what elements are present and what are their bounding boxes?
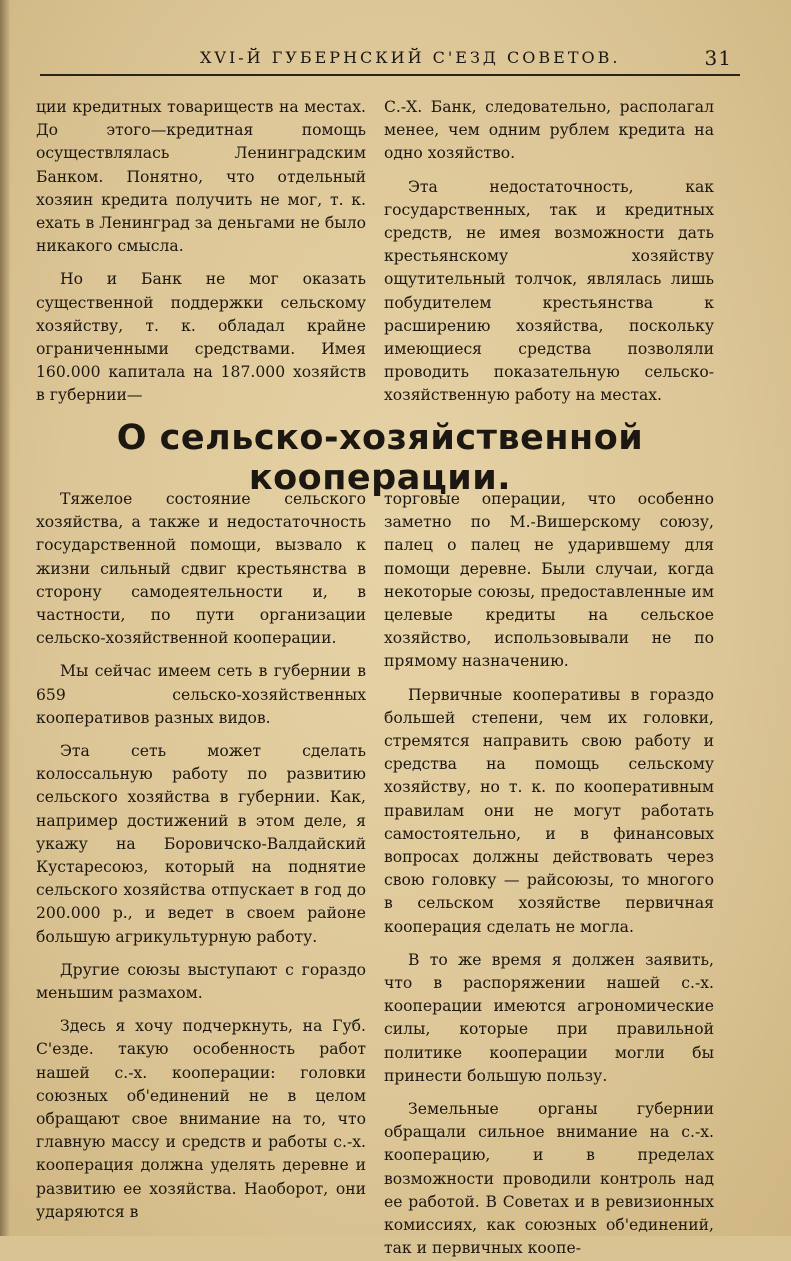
running-title: XVI-Й ГУБЕРНСКИЙ С'ЕЗД СОВЕТОВ.: [200, 48, 621, 67]
paragraph: С.-Х. Банк, следовательно, располагал менее, чем одним рублем кредита на одно хозяйство.: [384, 98, 714, 163]
paragraph: Но и Банк не мог оказать существенной поддержки сельскому хозяйству, т. к. обладал крайне ограниченными средствами. Имея 160.000 капитала на 187.000 хозяйств в губернии—: [36, 270, 366, 405]
section-left-column: [36, 488, 366, 1224]
top-right-column: [384, 96, 714, 408]
paragraph: Мы сейчас имеем сеть в губернии в 659 сельско-хозяйственных кооперативов разных видов.: [36, 662, 366, 727]
paragraph: Здесь я хочу подчеркнуть, на Губ. С'езде. такую особенность работ нашей с.-х. кооперации: головки союзных об'единений не в целом обращают свое внимание на то, что главную массу и средств и работы с.-х. кооперация должна уделять деревне и развитию ее хозяйства. Наоборот, они ударяются в: [36, 1017, 366, 1221]
section-heading: О сельско-хозяйственной кооперации.: [116, 418, 644, 498]
paragraph: Эта недостаточность, как государственных, так и кредитных средств, не имея возможности дать крестьянскому хозяйству ощутительный толчок, являлась лишь побудителем крестьянства к расширению хозяйства, поскольку имеющиеся средства позволяли проводить показательную сельско-хозяйственную работу на местах.: [384, 177, 714, 405]
paragraph: Тяжелое состояние сельского хозяйства, а также и недостаточность государственной помощи, вызвало к жизни сильный сдвиг крестьянства в сторону самодеятельности и, в частности, по пути организации сельско-хозяйственной кооперации.: [36, 490, 366, 648]
paragraph: Эта сеть может сделать колоссальную работу по развитию сельского хозяйства в губернии. Как, например достижений в этом деле, я укажу на Боровичско-Валдайский Кустаресоюз, который на поднятие сельского хозяйства отпускает в год до 200.000 р., и ведет в своем районе большую агрикультурную работу.: [36, 742, 366, 946]
paragraph: Первичные кооперативы в гораздо большей степени, чем их головки, стремятся направить свою работу и средства на помощь сельскому хозяйству, но т. к. по кооперативным правилам они не могут работать самостоятельно, и в финансовых вопросах должны действовать через свою головку — райсоюзы, то многого в сельском хозяйстве первичная кооперация сделать не могла.: [384, 685, 714, 936]
page-number: 31: [704, 46, 732, 70]
page-binding-edge: [0, 0, 10, 1236]
paragraph: Земельные органы губернии обращали сильное внимание на с.-х. кооперацию, и в пределах возможности проводили контроль над ее работой. В Советах и в ревизионных комиссиях, как союзных об'единений, так и первичных коопе-: [384, 1100, 714, 1258]
paragraph: торговые операции, что особенно заметно по М.-Вишерскому союзу, палец о палец не ударившему для помощи деревне. Были случаи, когда некоторые союзы, предоставленные им целевые кредиты на сельское хозяйство, использовывали не по прямому назначению.: [384, 490, 714, 671]
paragraph: Другие союзы выступают с гораздо меньшим размахом.: [36, 960, 366, 1003]
section-right-column: [384, 488, 714, 1261]
paragraph: В то же время я должен заявить, что в распоряжении нашей с.-х. кооперации имеются агрономические силы, которые при правильной политике кооперации могли бы принести большую пользу.: [384, 950, 714, 1085]
paragraph: ции кредитных товариществ на местах. До этого—кредитная помощь осуществлялась Ленинградским Банком. Понятно, что отдельный хозяин кредита получить не мог, т. к. ехать в Ленинград за деньгами не было никакого смысла.: [36, 98, 366, 256]
top-left-column: [36, 96, 366, 408]
running-header: [40, 44, 740, 76]
